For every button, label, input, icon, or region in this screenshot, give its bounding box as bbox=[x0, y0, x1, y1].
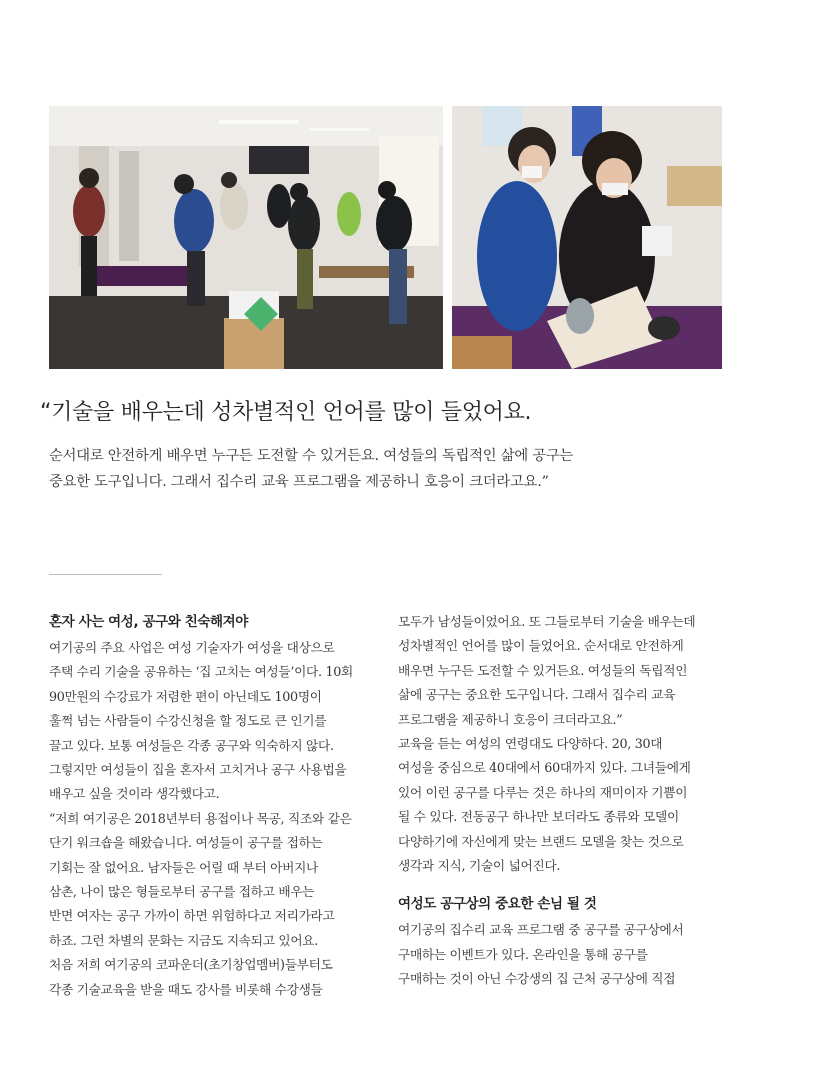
body-line: “저희 여기공은 2018년부터 용접이나 목공, 직조와 같은 bbox=[49, 810, 352, 826]
women-repair-photo bbox=[452, 106, 722, 369]
body-line: 생각과 지식, 기술이 넓어진다. bbox=[398, 858, 561, 874]
body-line: 성차별적인 언어를 많이 들었어요. 순서대로 안전하게 bbox=[398, 638, 684, 654]
body-line: 배우면 누구든 도전할 수 있거든요. 여성들의 독립적인 bbox=[398, 662, 688, 678]
pull-quote-headline: “기술을 배우는데 성차별적인 언어를 많이 들었어요. bbox=[40, 400, 532, 425]
body-line: 여기공의 주요 사업은 여성 기술자가 여성을 대상으로 bbox=[49, 640, 335, 655]
workshop-photo bbox=[49, 106, 443, 369]
body-line: 주택 수리 기술을 공유하는 ‘집 고치는 여성들’이다. 10회 bbox=[49, 664, 353, 680]
body-line: 끌고 있다. 보통 여성들은 각종 공구와 익숙하지 않다. bbox=[49, 737, 334, 753]
body-line: 여기공의 집수리 교육 프로그램 중 공구를 공구상에서 bbox=[398, 922, 684, 938]
quote-line: 중요한 도구입니다. 그래서 집수리 교육 프로그램을 제공하니 호응이 크더라고요.” bbox=[49, 474, 549, 490]
body-line: 그렇지만 여성들이 집을 혼자서 고치거나 공구 사용법을 bbox=[49, 762, 347, 778]
body-line: 훌쩍 넘는 사람들이 수강신청을 할 정도로 큰 인기를 bbox=[49, 713, 327, 729]
article-right-column bbox=[398, 610, 728, 992]
body-line: 단기 워크숍을 해왔습니다. 여성들이 공구를 접하는 bbox=[49, 835, 323, 851]
body-line: 반면 여자는 공구 가까이 하면 위험하다고 저리가라고 bbox=[49, 908, 335, 924]
women-repair-photo-illustration bbox=[452, 106, 722, 369]
body-line: 삶에 공구는 중요한 도구입니다. 그래서 집수리 교육 bbox=[398, 687, 676, 703]
body-line: 교육을 듣는 여성의 연령대도 다양하다. 20, 30대 bbox=[398, 736, 663, 752]
body-line: 처음 저희 여기공의 코파운더(초기창업멤버)들부터도 bbox=[49, 957, 333, 973]
body-line: 구매하는 이벤트가 있다. 온라인을 통해 공구를 bbox=[398, 946, 648, 962]
body-line: 삼촌, 나이 많은 형들로부터 공구를 접하고 배우는 bbox=[49, 884, 315, 900]
article-left-column bbox=[49, 610, 379, 1002]
section-heading-living-alone: 혼자 사는 여성, 공구와 친숙해져야 bbox=[49, 614, 248, 630]
body-line: 기회는 잘 없어요. 남자들은 어릴 때 부터 아버지나 bbox=[49, 859, 318, 875]
body-line: 있어 이런 공구를 다루는 것은 하나의 재미이자 기쁨이 bbox=[398, 784, 688, 800]
workshop-photo-illustration bbox=[49, 106, 443, 369]
body-line: 여성을 중심으로 40대에서 60대까지 있다. 그녀들에게 bbox=[398, 760, 691, 776]
body-line: 프로그램을 제공하니 호응이 크더라고요.” bbox=[398, 711, 623, 727]
body-line: 모두가 남성들이었어요. 또 그들로부터 기술을 배우는데 bbox=[398, 614, 696, 629]
body-line: 하죠. 그런 차별의 문화는 지금도 지속되고 있어요. bbox=[49, 932, 318, 948]
body-line: 배우고 싶을 것이라 생각했다고. bbox=[49, 786, 220, 802]
section-heading-tool-shop: 여성도 공구상의 중요한 손님 될 것 bbox=[398, 896, 597, 913]
pull-quote-body bbox=[49, 443, 689, 495]
body-line: 구매하는 것이 아닌 수강생의 집 근처 공구상에 직접 bbox=[398, 971, 676, 987]
section-divider bbox=[49, 574, 162, 575]
body-line: 다양하기에 자신에게 맞는 브랜드 모델을 찾는 것으로 bbox=[398, 833, 684, 849]
body-line: 될 수 있다. 전동공구 하나만 보더라도 종류와 모델이 bbox=[398, 809, 679, 825]
body-line: 각종 기술교육을 받을 때도 강사를 비롯해 수강생들 bbox=[49, 981, 323, 997]
quote-line: 순서대로 안전하게 배우면 누구든 도전할 수 있거든요. 여성들의 독립적인 삶에 공구는 bbox=[49, 448, 574, 464]
body-line: 90만원의 수강료가 저렴한 편이 아닌데도 100명이 bbox=[49, 688, 322, 704]
